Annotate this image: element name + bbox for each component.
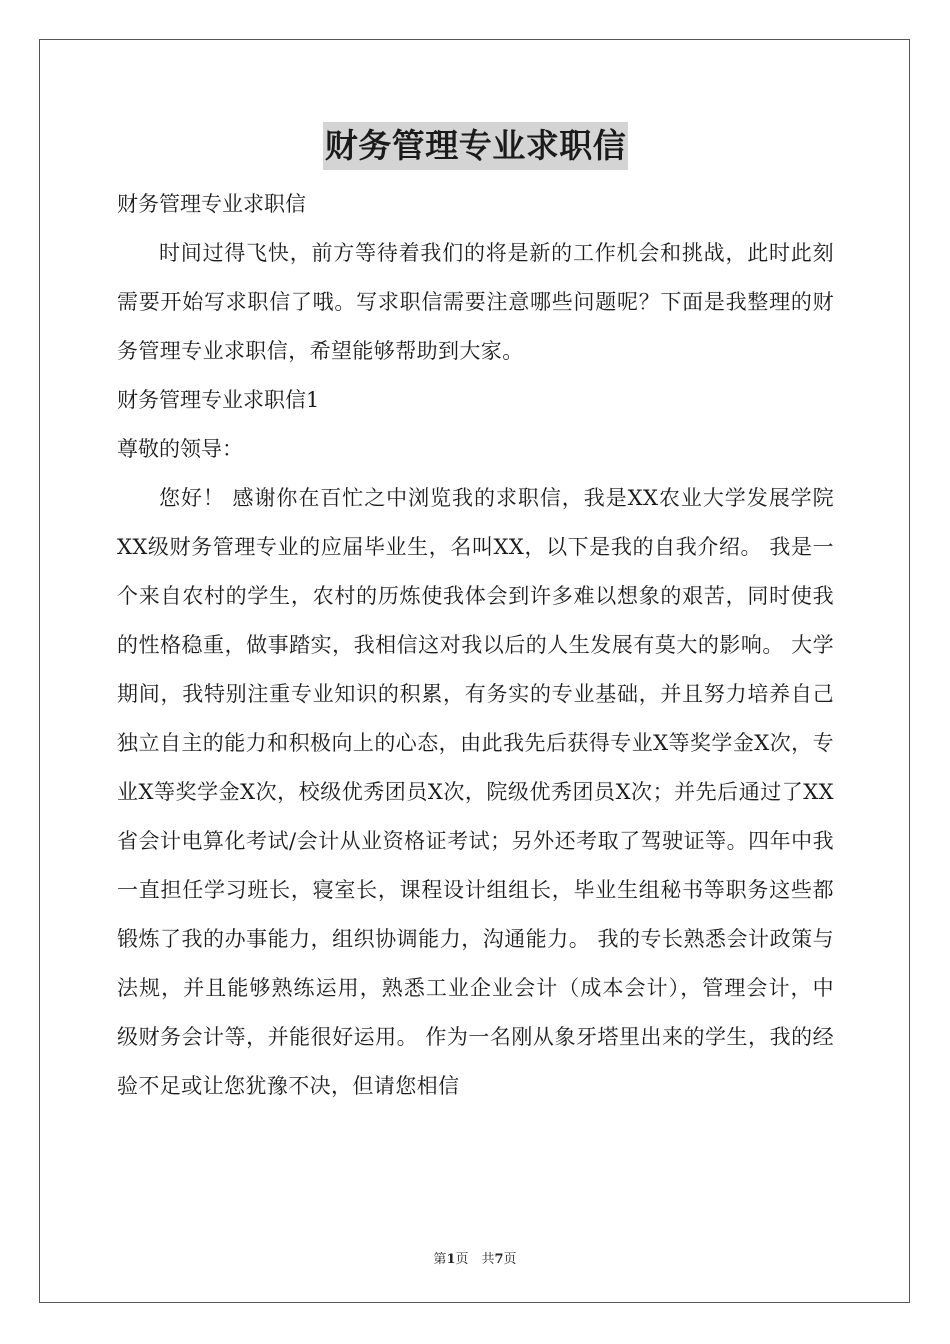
letter-body: 您好！ 感谢你在百忙之中浏览我的求职信，我是XX农业大学发展学院XX级财务管理专业的应届毕业生，名叫XX，以下是我的自我介绍。 我是一个来自农村的学生，农村的历炼使我体会到许多难以想象的艰苦，同时使我的性格稳重，做事踏实，我相信这对我以后的人生发展有莫大的影响。 大学期间，我特别注重专业知识的积累，有务实的专业基础，并且努力培养自己独立自主的能力和积极向上的心态，由此我先后获得专业X等奖学金X次，专业X等奖学金X次，校级优秀团员X次，院级优秀团员X次；并先后通过了XX省会计电算化考试/会计从业资格证考试；另外还考取了驾驶证等。四年中我一直担任学习班长，寝室长，课程设计组组长，毕业生组秘书等职务这些都锻炼了我的办事能力，组织协调能力，沟通能力。 我的专长熟悉会计政策与法规，并且能够熟练运用，熟悉工业企业会计（成本会计），管理会计，中级财务会计等，并能很好运用。 作为一名刚从象牙塔里出来的学生，我的经验不足或让您犹豫不决，但请您相信 — [117, 486, 834, 1098]
subtitle: 财务管理专业求职信 — [117, 192, 306, 216]
page-total: 7 — [494, 1252, 504, 1267]
intro-paragraph: 时间过得飞快，前方等待着我们的将是新的工作机会和挑战，此时此刻需要开始写求职信了哦。写求职信需要注意哪些问题呢？下面是我整理的财务管理专业求职信，希望能够帮助到大家。 — [117, 241, 834, 363]
page-mid: 页 共 — [455, 1252, 495, 1267]
page-prefix: 第 — [433, 1252, 447, 1267]
page-title: 财务管理专业求职信 — [323, 122, 629, 170]
salutation: 尊敬的领导： — [117, 437, 243, 461]
page-current: 1 — [446, 1252, 456, 1267]
page-footer — [0, 1248, 950, 1267]
title-wrap — [117, 122, 834, 170]
page-suffix: 页 — [503, 1252, 517, 1267]
document-body — [117, 122, 834, 1111]
letter-heading: 财务管理专业求职信1 — [117, 388, 320, 412]
